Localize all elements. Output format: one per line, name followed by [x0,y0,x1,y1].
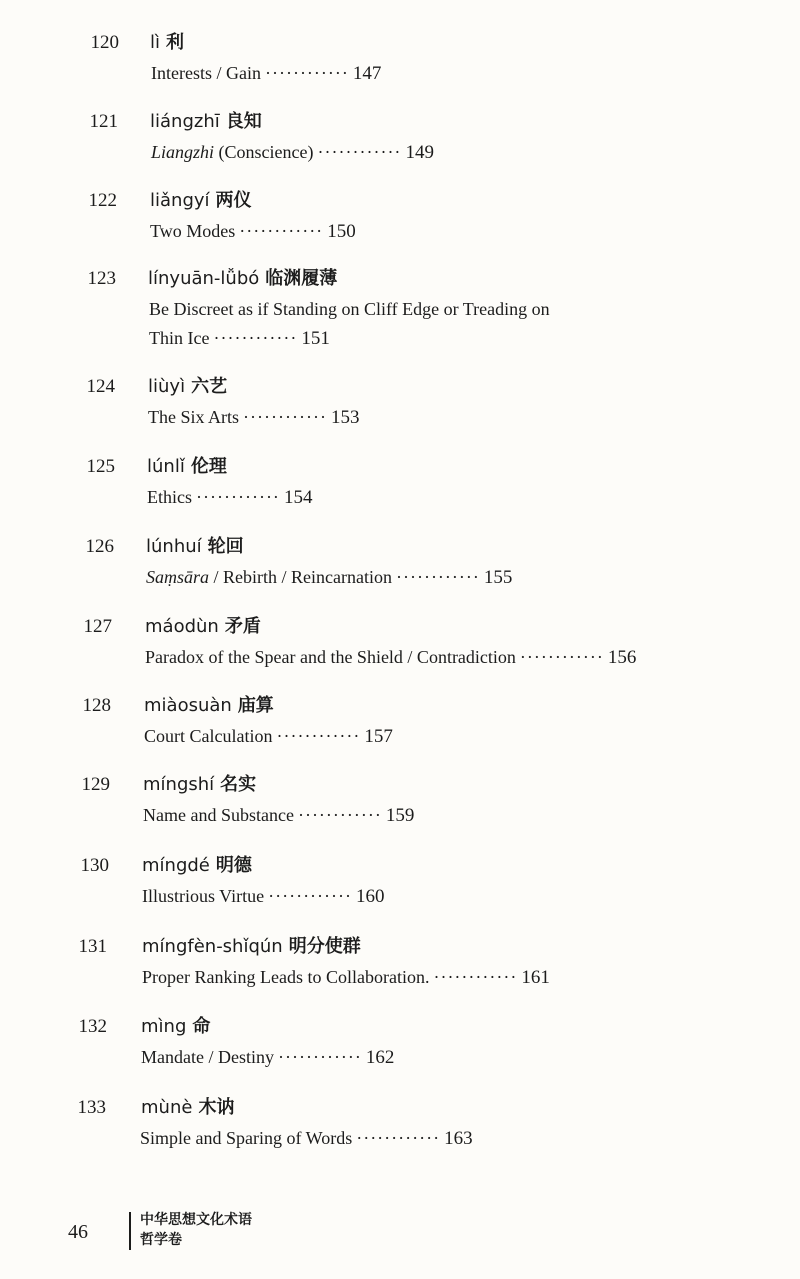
term-chinese: 利 [166,32,185,53]
series-title-line2: 哲学卷 [140,1232,182,1248]
entry-number: 130 [80,855,109,876]
entry-term [148,374,227,400]
entry-term [150,30,184,56]
page-reference: 151 [301,328,330,349]
term-chinese: 矛盾 [224,616,261,637]
page-reference: 157 [364,726,393,747]
page-reference: 161 [521,967,550,988]
term-chinese: 木讷 [198,1097,235,1118]
entry-term [142,853,252,879]
entry-translation[interactable] [143,801,743,830]
term-pinyin: míngdé [142,855,210,876]
entry-translation[interactable] [142,882,742,911]
entry-term [150,109,262,135]
entry-translation[interactable] [150,217,750,246]
dot-leader: ············ [297,805,382,825]
page-reference: 147 [352,63,382,84]
term-chinese: 临渊履薄 [265,268,338,289]
term-chinese: 伦理 [190,456,227,477]
translation-line [149,324,749,353]
entry-term [146,534,244,560]
term-chinese: 良知 [225,111,262,132]
entry-term [141,1014,210,1040]
entry-number: 127 [83,616,112,637]
dot-leader: ············ [264,63,349,83]
entry-term [145,614,261,640]
translation-text: Two Modes [150,221,236,241]
dot-leader: ············ [276,726,361,746]
term-chinese: 明德 [215,855,252,876]
footer-divider [129,1212,131,1250]
entry-number: 131 [78,936,107,957]
entry-translation[interactable] [144,722,744,751]
entry-term [143,772,256,798]
translation-text: Interests / Gain [151,63,261,83]
translation-text: Paradox of the Spear and the Shield / Contradiction [145,647,516,667]
entry-number: 132 [78,1016,107,1037]
term-chinese: 庙算 [237,695,274,716]
page-reference: 150 [327,221,356,242]
page-reference: 156 [607,647,637,668]
entry-translation[interactable] [151,59,751,88]
term-pinyin: míngfèn-shǐqún [142,936,283,957]
entry-term [144,693,274,719]
translation-text: Name and Substance [143,805,294,825]
term-pinyin: liǎngyí [150,190,210,211]
translation-italic: Saṃsāra [146,567,210,587]
entry-translation[interactable] [147,483,747,512]
term-pinyin: mìng [141,1016,187,1037]
term-chinese: 两仪 [215,190,252,211]
dot-leader: ············ [213,328,298,348]
page-reference: 153 [330,407,360,428]
dot-leader: ············ [317,142,402,162]
translation-text: Illustrious Virtue [142,886,265,906]
term-chinese: 名实 [220,774,257,795]
translation-text: Be Discreet as if Standing on Cliff Edge or Treading on [149,299,550,319]
entry-translation[interactable] [151,138,751,167]
entry-translation[interactable] [146,563,746,592]
entry-translation[interactable] [145,643,745,672]
entry-number: 120 [90,32,119,53]
entry-number: 122 [88,190,117,211]
translation-text: (Conscience) [214,142,314,162]
entry-number: 121 [89,111,118,132]
page-reference: 154 [283,487,313,508]
translation-text: Ethics [147,487,192,507]
entry-number: 125 [86,456,115,477]
entry-number: 133 [77,1097,106,1118]
entry-number: 128 [82,695,111,716]
translation-text: The Six Arts [148,407,240,427]
entry-term [147,454,227,480]
entry-term [150,188,252,214]
series-title [140,1210,252,1250]
term-pinyin: mùnè [141,1097,193,1118]
dot-leader: ············ [277,1047,362,1067]
page-reference: 155 [483,567,513,588]
entry-translation[interactable] [141,1043,741,1072]
term-pinyin: liùyì [148,376,186,397]
entry-number: 124 [86,376,115,397]
entry-translation[interactable] [149,295,749,353]
page-footer [0,1208,800,1258]
entry-translation[interactable] [140,1124,740,1153]
translation-text: Thin Ice [149,328,210,348]
term-pinyin: lúnhuí [146,536,202,557]
entry-term [142,934,361,960]
entry-number: 129 [81,774,110,795]
term-chinese: 六艺 [191,376,228,397]
dot-leader: ············ [243,407,327,427]
entry-number: 123 [87,268,116,289]
translation-text: Simple and Sparing of Words [140,1128,353,1148]
dot-leader: ············ [268,886,353,906]
page-reference: 163 [444,1128,473,1149]
term-pinyin: miàosuàn [144,695,232,716]
page-reference: 162 [365,1047,395,1068]
page-number: 46 [68,1221,88,1243]
dot-leader: ············ [519,647,604,667]
translation-text: Mandate / Destiny [141,1047,274,1067]
term-pinyin: línyuān-lǚbó [148,268,260,289]
entry-term [141,1095,234,1121]
term-pinyin: míngshí [143,774,215,795]
term-pinyin: liángzhī [150,111,220,132]
dot-leader: ············ [196,487,280,507]
entry-translation[interactable] [142,963,742,992]
dot-leader: ············ [433,967,518,987]
translation-text: Court Calculation [144,726,273,746]
entry-number: 126 [85,536,114,557]
term-pinyin: máodùn [145,616,219,637]
term-pinyin: lì [150,32,161,53]
term-chinese: 明分使群 [288,936,361,957]
translation-text: / Rebirth / Reincarnation [209,567,392,587]
entry-translation[interactable] [148,403,748,432]
page-reference: 160 [356,886,385,907]
term-chinese: 命 [192,1016,211,1037]
translation-line [149,295,749,324]
page-reference: 149 [405,142,434,163]
dot-leader: ············ [239,221,324,241]
dot-leader: ············ [356,1128,441,1148]
page-reference: 159 [385,805,415,826]
series-title-line1: 中华思想文化术语 [140,1212,252,1228]
dot-leader: ············ [395,567,480,587]
entry-term [148,266,337,292]
translation-text: Proper Ranking Leads to Collaboration. [142,967,430,987]
term-chinese: 轮回 [207,536,244,557]
term-pinyin: lúnlǐ [147,456,185,477]
translation-italic: Liangzhi [151,142,215,162]
